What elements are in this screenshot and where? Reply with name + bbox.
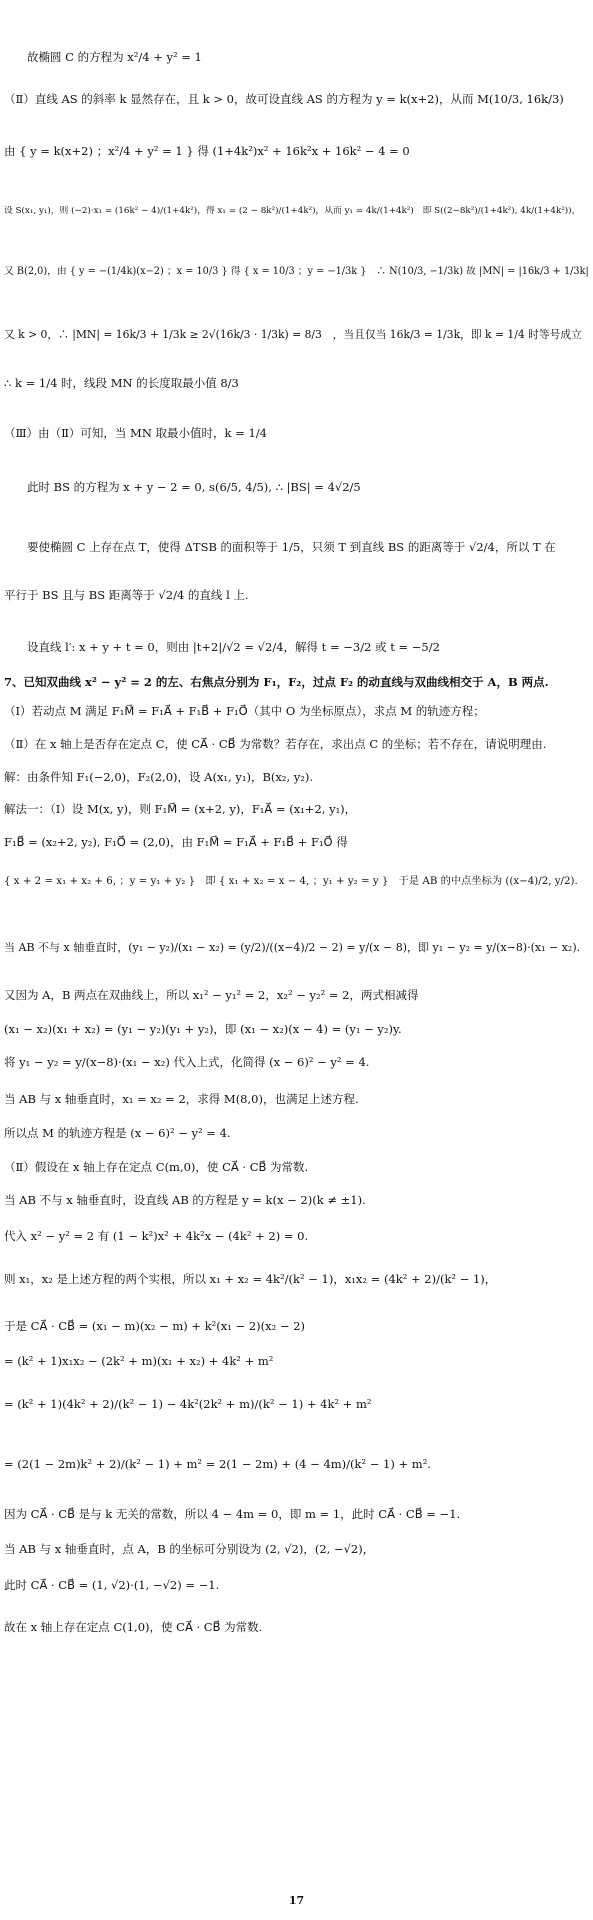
text-line: 平行于 BS 且与 BS 距离等于 √2/4 的直线 l 上. bbox=[4, 588, 249, 602]
text-line: 又 k > 0，∴ |MN| = 16k/3 + 1/3k ≥ 2√(16k/3 · 1/3k) = 8/3 ，当且仅当 16k/3 = 1/3k，即 k = 1/4 时等号成立 bbox=[4, 328, 582, 341]
text-line: 则 x₁，x₂ 是上述方程的两个实根，所以 x₁ + x₂ = 4k²/(k² − 1)，x₁x₂ = (4k² + 2)/(k² − 1)， bbox=[4, 1272, 497, 1286]
text-line: 由 { y = k(x+2) ；x²/4 + y² = 1 } 得 (1+4k²)x² + 16k²x + 16k² − 4 = 0 bbox=[4, 144, 410, 158]
text-line: 将 y₁ − y₂ = y/(x−8)·(x₁ − x₂) 代入上式，化简得 (x − 6)² − y² = 4. bbox=[4, 1055, 370, 1069]
text-line: 解法一：（I）设 M(x, y)，则 F₁M⃗ = (x+2, y)，F₁A⃗ = (x₁+2, y₁)， bbox=[4, 802, 357, 816]
text-line: 当 AB 与 x 轴垂直时，x₁ = x₂ = 2，求得 M(8,0)，也满足上述方程. bbox=[4, 1092, 359, 1106]
text-line: （Ⅱ）在 x 轴上是否存在定点 C，使 CA⃗ · CB⃗ 为常数？若存在，求出点 C 的坐标；若不存在，请说明理由. bbox=[4, 737, 547, 751]
text-line: （Ⅱ）假设在 x 轴上存在定点 C(m,0)，使 CA⃗ · CB⃗ 为常数. bbox=[4, 1160, 309, 1174]
text-line: = (k² + 1)x₁x₂ − (2k² + m)(x₁ + x₂) + 4k² + m² bbox=[4, 1354, 274, 1368]
text-line: 又因为 A，B 两点在双曲线上，所以 x₁² − y₁² = 2，x₂² − y₂² = 2，两式相减得 bbox=[4, 988, 419, 1002]
text-line: (x₁ − x₂)(x₁ + x₂) = (y₁ − y₂)(y₁ + y₂)，即 (x₁ − x₂)(x − 4) = (y₁ − y₂)y. bbox=[4, 1022, 402, 1036]
text-line: 7、已知双曲线 x² − y² = 2 的左、右焦点分别为 F₁，F₂，过点 F₂ 的动直线与双曲线相交于 A，B 两点. bbox=[4, 675, 549, 689]
text-line: = (2(1 − 2m)k² + 2)/(k² − 1) + m² = 2(1 − 2m) + (4 − 4m)/(k² − 1) + m². bbox=[4, 1457, 431, 1471]
text-line: （Ⅰ）若动点 M 满足 F₁M⃗ = F₁A⃗ + F₁B⃗ + F₁O⃗（其中 O 为坐标原点），求点 M 的轨迹方程； bbox=[4, 704, 485, 718]
text-line: 所以点 M 的轨迹方程是 (x − 6)² − y² = 4. bbox=[4, 1126, 231, 1140]
text-line: ∴ k = 1/4 时，线段 MN 的长度取最小值 8/3 bbox=[4, 376, 239, 390]
text-line: 解：由条件知 F₁(−2,0)，F₂(2,0)，设 A(x₁, y₁)，B(x₂, y₂). bbox=[4, 770, 314, 784]
text-line: { x + 2 = x₁ + x₂ + 6, ；y = y₁ + y₂ } 即 { x₁ + x₂ = x − 4, ；y₁ + y₂ = y } 于是 AB 的中点坐标为 ((x−4)/2, y/2). bbox=[4, 875, 578, 887]
text-line: 又 B(2,0)，由 { y = −(1/4k)(x−2) ；x = 10/3 } 得 { x = 10/3 ；y = −1/3k } ∴ N(10/3, −1/3k) 故 |MN| = |16k/3 + 1/3k| bbox=[4, 266, 589, 277]
text-line: 当 AB 不与 x 轴垂直时，(y₁ − y₂)/(x₁ − x₂) = (y/2)/((x−4)/2 − 2) = y/(x − 8)，即 y₁ − y₂ = y/(x−8)·(x₁ − x₂). bbox=[4, 941, 581, 954]
text-line: （Ⅲ）由（Ⅱ）可知，当 MN 取最小值时，k = 1/4 bbox=[4, 426, 267, 440]
text-line: 于是 CA⃗ · CB⃗ = (x₁ − m)(x₂ − m) + k²(x₁ − 2)(x₂ − 2) bbox=[4, 1319, 305, 1333]
text-line: 要使椭圆 C 上存在点 T，使得 ΔTSB 的面积等于 1/5，只须 T 到直线 BS 的距离等于 √2/4，所以 T 在 bbox=[4, 540, 556, 554]
page-number: 17 bbox=[288, 1894, 305, 1907]
text-line: 当 AB 不与 x 轴垂直时，设直线 AB 的方程是 y = k(x − 2)(k ≠ ±1). bbox=[4, 1193, 366, 1207]
text-line: 故在 x 轴上存在定点 C(1,0)，使 CA⃗ · CB⃗ 为常数. bbox=[4, 1620, 263, 1634]
text-line: F₁B⃗ = (x₂+2, y₂), F₁O⃗ = (2,0)，由 F₁M⃗ = F₁A⃗ + F₁B⃗ + F₁O⃗ 得 bbox=[4, 835, 348, 849]
text-line: 设直线 l′: x + y + t = 0，则由 |t+2|/√2 = √2/4，解得 t = −3/2 或 t = −5/2 bbox=[4, 640, 440, 654]
text-line: （Ⅱ）直线 AS 的斜率 k 显然存在，且 k > 0，故可设直线 AS 的方程为 y = k(x+2)，从而 M(10/3, 16k/3) bbox=[4, 92, 564, 106]
text-line: 设 S(x₁, y₁)，则 (−2)·x₁ = (16k² − 4)/(1+4k²)，得 x₁ = (2 − 8k²)/(1+4k²)，从而 y₁ = 4k/(1+4k²) 即 S((2−8k²)/(1+4k²), 4k/(1+4k²))， bbox=[4, 206, 581, 216]
text-line: 因为 CA⃗ · CB⃗ 是与 k 无关的常数，所以 4 − 4m = 0，即 m = 1，此时 CA⃗ · CB⃗ = −1. bbox=[4, 1507, 461, 1521]
text-line: 此时 CA⃗ · CB⃗ = (1, √2)·(1, −√2) = −1. bbox=[4, 1578, 220, 1592]
text-line: 代入 x² − y² = 2 有 (1 − k²)x² + 4k²x − (4k² + 2) = 0. bbox=[4, 1229, 309, 1243]
text-line: = (k² + 1)(4k² + 2)/(k² − 1) − 4k²(2k² + m)/(k² − 1) + 4k² + m² bbox=[4, 1397, 372, 1411]
text-line: 故椭圆 C 的方程为 x²/4 + y² = 1 bbox=[4, 50, 202, 64]
text-line: 当 AB 与 x 轴垂直时，点 A，B 的坐标可分别设为 (2, √2)，(2, −√2)， bbox=[4, 1542, 375, 1556]
text-line: 此时 BS 的方程为 x + y − 2 = 0, s(6/5, 4/5), ∴ |BS| = 4√2/5 bbox=[4, 480, 361, 494]
